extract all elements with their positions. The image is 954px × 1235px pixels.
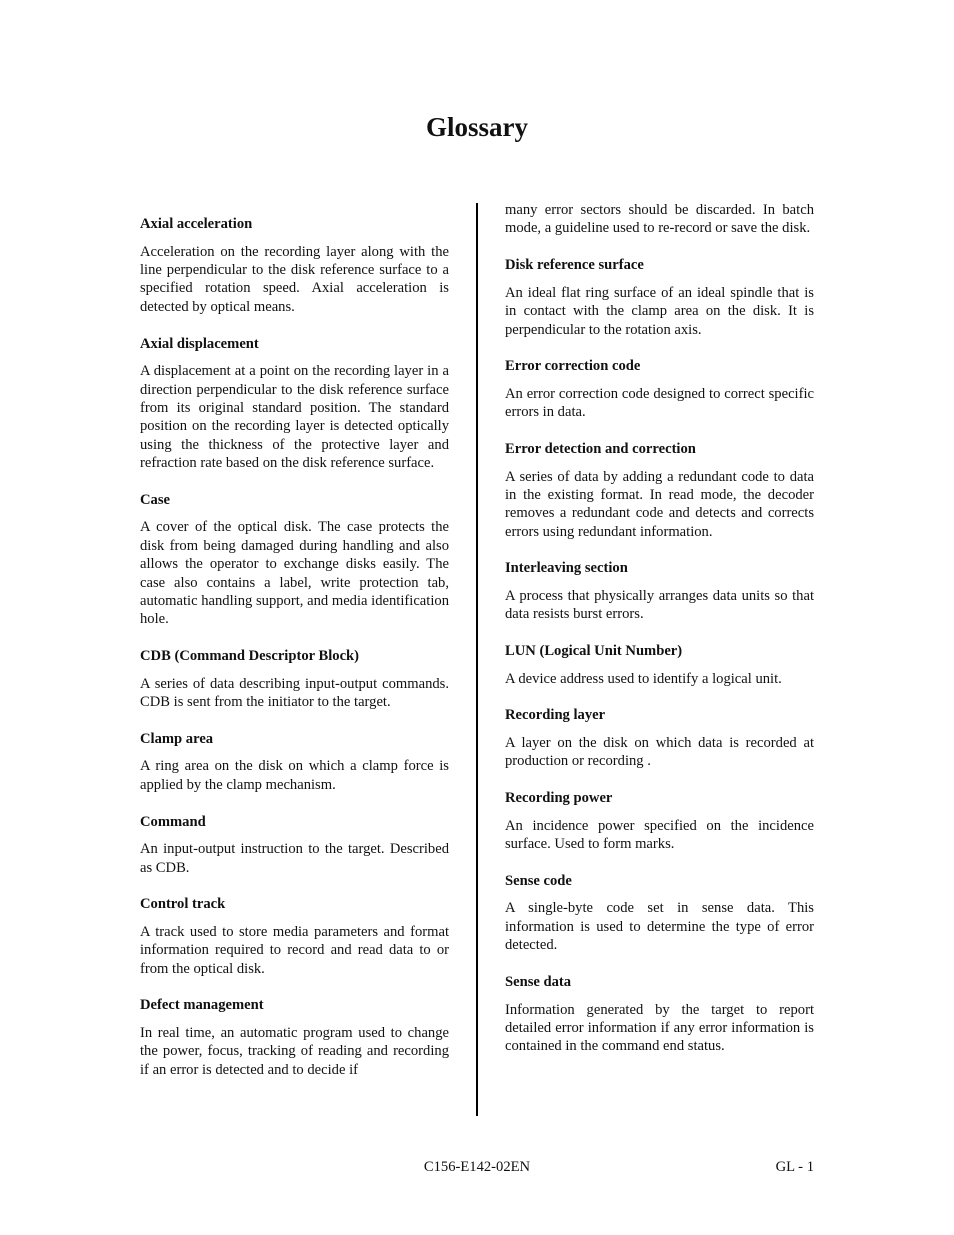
glossary-term: CDB (Command Descriptor Block) [140,648,360,665]
footer-document-code: C156-E142-02EN [423,1159,531,1175]
glossary-entry [140,647,449,711]
glossary-entry [505,872,814,955]
glossary-entry [505,440,814,541]
glossary-definition: Acceleration on the recording layer along with the line perpendicular to the disk reference surface to a specified rotation speed. Axial acceleration is detected by optical means. [140,243,449,315]
glossary-definition: In real time, an automatic program used to change the power, focus, tracking of reading and recording if an error is detected and to decide if [140,1024,449,1078]
glossary-entry [140,335,449,473]
glossary-definition: A cover of the optical disk. The case protects the disk from being damaged during handling and also allows the operator to exchange disks easily. The case also contains a label, write protection tab, automatic handling support, and media identification hole. [140,519,449,628]
glossary-definition: A process that physically arranges data units so that data resists burst errors. [505,588,814,623]
glossary-term: Defect management [140,997,264,1014]
glossary-entry [505,973,814,1056]
glossary-definition: A ring area on the disk on which a clamp force is applied by the clamp mechanism. [140,758,449,793]
glossary-entry [140,996,449,1079]
glossary-term: Sense code [505,872,572,889]
glossary-term: Command [140,813,206,830]
page-title: Glossary [425,112,528,142]
column-divider [476,203,478,1116]
continued-definition: many error sectors should be discarded. In batch mode, a guideline used to re-record or save the disk. [505,202,814,237]
glossary-definition: A track used to store media parameters and format information required to record and read data to or from the optical disk. [140,923,449,977]
glossary-definition: A series of data by adding a redundant code to data in the existing format. In read mode, the decoder removes a redundant code and detects and corrects errors using redundant information. [505,468,814,540]
glossary-entry [140,895,449,978]
glossary-term: Recording layer [505,707,606,724]
glossary-definition: A single-byte code set in sense data. This information is used to determine the type of error detected. [505,900,814,954]
glossary-entry [140,730,449,794]
glossary-definition: An ideal flat ring surface of an ideal spindle that is in contact with the clamp area on the disk. It is perpendicular to the rotation axis. [505,284,814,338]
glossary-entry [140,813,449,877]
glossary-term: Axial displacement [140,335,259,352]
glossary-term: LUN (Logical Unit Number) [505,643,683,660]
glossary-definition: A series of data describing input-output commands. CDB is sent from the initiator to the target. [140,675,449,711]
glossary-term: Interleaving section [505,560,628,577]
glossary-definition: Information generated by the target to report detailed error information if any error information is contained in the command end status. [505,1001,814,1055]
glossary-left-column [140,215,449,1098]
glossary-term: Axial acceleration [140,216,253,232]
glossary-entry [505,256,814,339]
glossary-term: Control track [140,896,226,913]
footer-page-number: GL - 1 [775,1159,814,1175]
glossary-entry [140,491,449,629]
glossary-definition: An error correction code designed to correct specific errors in data. [505,385,814,421]
glossary-term: Error correction code [505,358,641,375]
glossary-entry [140,215,449,316]
glossary-entry [505,357,814,421]
glossary-right-column [505,201,814,1074]
glossary-term: Error detection and correction [505,440,696,457]
glossary-entry [505,789,814,853]
glossary-term: Disk reference surface [505,257,644,274]
glossary-term: Case [140,491,170,508]
glossary-entry [505,706,814,770]
glossary-definition: An incidence power specified on the incidence surface. Used to form marks. [505,817,814,853]
glossary-entry [505,559,814,623]
glossary-definition: An input-output instruction to the target. Described as CDB. [140,841,449,876]
glossary-definition: A layer on the disk on which data is recorded at production or recording . [505,735,814,770]
glossary-entry [505,642,814,688]
glossary-definition: A displacement at a point on the recording layer in a direction perpendicular to the disk reference surface from its original standard position. The standard position on the recording layer is detected optically using the thickness of the protective layer and refraction rate based on the disk reference surface. [140,363,449,472]
glossary-term: Sense data [505,973,572,990]
glossary-term: Recording power [505,790,613,807]
glossary-term: Clamp area [140,730,214,747]
glossary-definition: A device address used to identify a logical unit. [505,670,782,687]
